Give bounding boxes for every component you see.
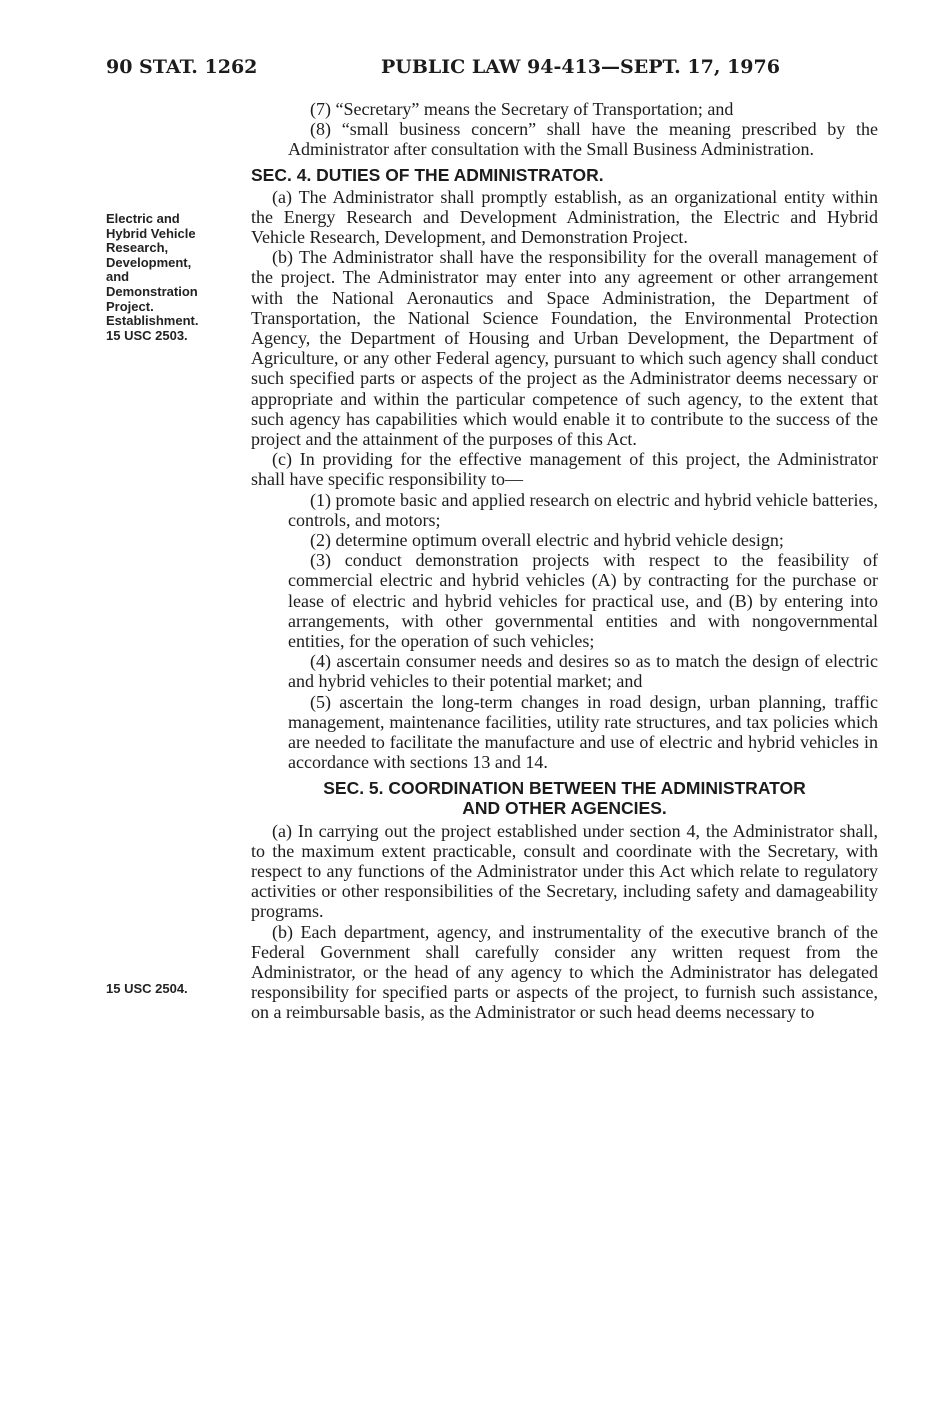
margin-note-section-4 xyxy=(106,212,246,343)
section-4-c-item-4: (4) ascertain consumer needs and desires so as to match the design of electric and hybrid vehicles to their potential market; and xyxy=(288,651,878,692)
definition-7: (7) “Secretary” means the Secretary of Transportation; and xyxy=(310,99,734,119)
margin-note-line: and xyxy=(106,269,130,285)
section-4-c-item-3: (3) conduct demonstration projects with respect to the feasibility of commercial electric and hybrid vehicles (A) by contracting for the purchase or lease of electric and hybrid vehicles for practical use, and (B) by entering into arrangements, with other governmental entities and with nongovernmental entities, for the operation of such vehicles; xyxy=(288,550,878,652)
section-5-subsection-a: (a) In carrying out the project established under section 4, the Administrator shall, to the maximum extent practicable, consult and coordinate with the Secretary, with respect to any functions of the Administrator under this Act which relate to regulatory activities or other responsibilities of the Secretary, including safety and damageability programs. xyxy=(251,820,878,922)
section-4-subsection-c: (c) In providing for the effective management of this project, the Administrator shall have specific responsibility to— xyxy=(251,449,878,490)
margin-note-line: Development, xyxy=(106,254,192,270)
section-4-c-item-5: (5) ascertain the long-term changes in road design, urban planning, traffic management, maintenance facilities, utility rate structures, and tax policies which are needed to facilitate the manufacture and use of electric and hybrid vehicles in accordance with sections 13 and 14. xyxy=(288,691,878,773)
margin-note-line: Project. xyxy=(106,298,154,314)
section-4-heading: SEC. 4. DUTIES OF THE ADMINISTRATOR. xyxy=(251,164,604,185)
margin-note-line: 15 USC 2504. xyxy=(106,981,188,996)
section-4-c-item-2: (2) determine optimum overall electric and hybrid vehicle design; xyxy=(310,530,784,551)
section-5-heading xyxy=(251,778,878,818)
definition-8: (8) “small business concern” shall have the meaning prescribed by the Administrator after consultation with the Small Business Administration. xyxy=(288,119,878,160)
section-5-heading-line-2: AND OTHER AGENCIES. xyxy=(462,797,667,818)
statute-body xyxy=(251,99,878,1023)
margin-note-line: Demonstration xyxy=(106,283,198,299)
margin-note-section-5 xyxy=(106,982,246,997)
margin-note-line: Electric and xyxy=(106,211,180,226)
public-law-title: PUBLIC LAW 94-413—SEPT. 17, 1976 xyxy=(381,56,780,78)
section-5-subsection-b: (b) Each department, agency, and instrumentality of the executive branch of the Federal Government shall carefully consider any written request from the Administrator, or the head of any agency to which the Administrator has delegated responsibility for specified parts or aspects of the project, to furnish such assistance, on a reimbursable basis, as the Administrator or such head deems necessary to xyxy=(251,921,878,1023)
margin-note-line: Research, xyxy=(106,240,169,256)
section-5-heading-line-1: SEC. 5. COORDINATION BETWEEN THE ADMINISTRATOR xyxy=(323,777,806,798)
margin-note-line: Establishment. xyxy=(106,313,199,329)
section-4-c-item-1: (1) promote basic and applied research on electric and hybrid vehicle batteries, controls, and motors; xyxy=(288,489,878,530)
margin-note-line: Hybrid Vehicle xyxy=(106,225,196,241)
section-4-subsection-b: (b) The Administrator shall have the responsibility for the overall management of the project. The Administrator may enter into any agreement or other arrangement with the National Aeronautics and Space Administration, the Department of Transportation, the National Science Foundation, the Environmental Protection Agency, the Department of Housing and Urban Development, the Department of Agriculture, or any other Federal agency, pursuant to which such agency shall conduct such specified parts or aspects of the project as the Administrator deems necessary or appropriate and within the particular competence of such agency, to the extent that such agency has capabilities which would enable it to contribute to the success of the project and the attainment of the purposes of this Act. xyxy=(251,247,878,450)
stat-citation: 90 STAT. 1262 xyxy=(106,56,258,78)
margin-note-line: 15 USC 2503. xyxy=(106,327,188,343)
page-header xyxy=(106,56,880,84)
section-4-subsection-a: (a) The Administrator shall promptly establish, as an organizational entity within the Energy Research and Development Administration, the Electric and Hybrid Vehicle Research, Development, and Demonstration Project. xyxy=(251,186,878,248)
